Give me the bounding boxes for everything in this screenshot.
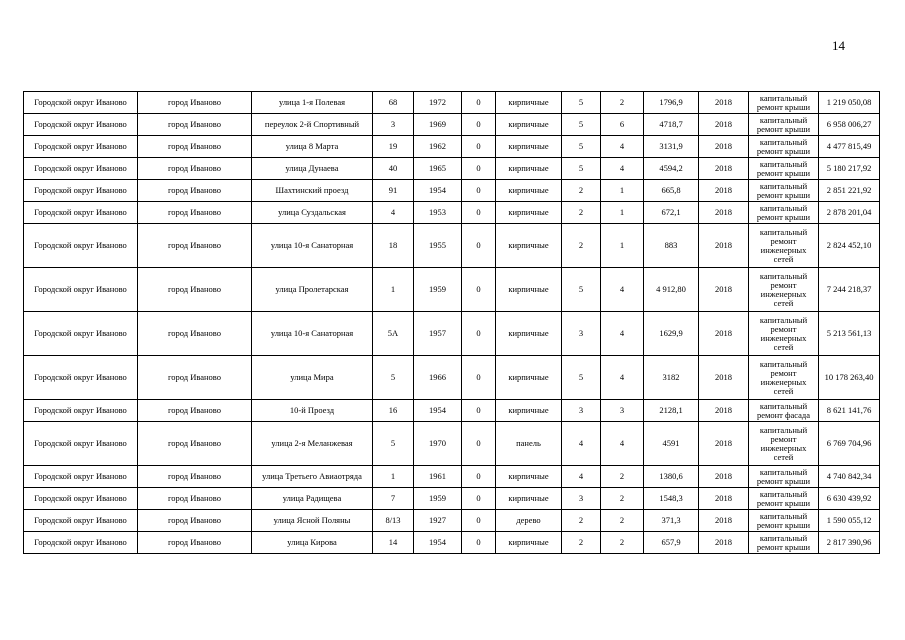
- floors-cell: 2: [562, 180, 601, 202]
- year-cell: 1954: [414, 400, 462, 422]
- zero-cell: 0: [462, 136, 496, 158]
- street-cell: улица 1-я Полевая: [252, 92, 373, 114]
- street-cell: улица Третьего Авиаотряда: [252, 466, 373, 488]
- street-cell: улица Мира: [252, 356, 373, 400]
- entrances-cell: 2: [601, 488, 644, 510]
- entrances-cell: 4: [601, 268, 644, 312]
- city-cell: город Иваново: [138, 158, 252, 180]
- cost-cell: 8 621 141,76: [819, 400, 880, 422]
- year-cell: 1954: [414, 532, 462, 554]
- district-cell: Городской округ Иваново: [24, 400, 138, 422]
- table-row: [24, 400, 880, 422]
- year-cell: 1966: [414, 356, 462, 400]
- district-cell: Городской округ Иваново: [24, 268, 138, 312]
- zero-cell: 0: [462, 180, 496, 202]
- plan-year-cell: 2018: [699, 532, 749, 554]
- plan-year-cell: 2018: [699, 400, 749, 422]
- material-cell: кирпичные: [496, 312, 562, 356]
- cost-cell: 1 590 055,12: [819, 510, 880, 532]
- entrances-cell: 6: [601, 114, 644, 136]
- work-cell: капитальный ремонт крыши: [749, 180, 819, 202]
- cost-cell: 2 851 221,92: [819, 180, 880, 202]
- year-cell: 1959: [414, 268, 462, 312]
- year-cell: 1969: [414, 114, 462, 136]
- work-cell: капитальный ремонт крыши: [749, 136, 819, 158]
- city-cell: город Иваново: [138, 202, 252, 224]
- work-cell: капитальный ремонт фасада: [749, 400, 819, 422]
- material-cell: кирпичные: [496, 158, 562, 180]
- plan-year-cell: 2018: [699, 356, 749, 400]
- table-row: [24, 312, 880, 356]
- entrances-cell: 4: [601, 356, 644, 400]
- area-cell: 4594,2: [644, 158, 699, 180]
- house-cell: 40: [373, 158, 414, 180]
- material-cell: кирпичные: [496, 400, 562, 422]
- floors-cell: 5: [562, 114, 601, 136]
- zero-cell: 0: [462, 312, 496, 356]
- zero-cell: 0: [462, 224, 496, 268]
- floors-cell: 5: [562, 268, 601, 312]
- district-cell: Городской округ Иваново: [24, 136, 138, 158]
- plan-year-cell: 2018: [699, 422, 749, 466]
- street-cell: улица Дунаева: [252, 158, 373, 180]
- work-cell: капитальный ремонт крыши: [749, 532, 819, 554]
- city-cell: город Иваново: [138, 224, 252, 268]
- table-row: [24, 224, 880, 268]
- entrances-cell: 1: [601, 180, 644, 202]
- cost-cell: 4 477 815,49: [819, 136, 880, 158]
- material-cell: кирпичные: [496, 136, 562, 158]
- city-cell: город Иваново: [138, 92, 252, 114]
- table-row: [24, 488, 880, 510]
- street-cell: 10-й Проезд: [252, 400, 373, 422]
- entrances-cell: 3: [601, 400, 644, 422]
- table-row: [24, 180, 880, 202]
- material-cell: панель: [496, 422, 562, 466]
- work-cell: капитальный ремонт инженерных сетей: [749, 268, 819, 312]
- area-cell: 883: [644, 224, 699, 268]
- year-cell: 1955: [414, 224, 462, 268]
- zero-cell: 0: [462, 400, 496, 422]
- zero-cell: 0: [462, 268, 496, 312]
- city-cell: город Иваново: [138, 466, 252, 488]
- zero-cell: 0: [462, 92, 496, 114]
- floors-cell: 2: [562, 202, 601, 224]
- street-cell: улица Ясной Поляны: [252, 510, 373, 532]
- year-cell: 1962: [414, 136, 462, 158]
- cost-cell: 2 878 201,04: [819, 202, 880, 224]
- entrances-cell: 4: [601, 312, 644, 356]
- city-cell: город Иваново: [138, 312, 252, 356]
- plan-year-cell: 2018: [699, 312, 749, 356]
- work-cell: капитальный ремонт крыши: [749, 466, 819, 488]
- housing-repair-table: [23, 91, 880, 554]
- city-cell: город Иваново: [138, 180, 252, 202]
- area-cell: 672,1: [644, 202, 699, 224]
- table-row: [24, 268, 880, 312]
- floors-cell: 5: [562, 356, 601, 400]
- material-cell: кирпичные: [496, 180, 562, 202]
- street-cell: улица Радищева: [252, 488, 373, 510]
- street-cell: улица 10-я Санаторная: [252, 224, 373, 268]
- zero-cell: 0: [462, 422, 496, 466]
- material-cell: кирпичные: [496, 114, 562, 136]
- area-cell: 657,9: [644, 532, 699, 554]
- city-cell: город Иваново: [138, 136, 252, 158]
- street-cell: переулок 2-й Спортивный: [252, 114, 373, 136]
- cost-cell: 6 769 704,96: [819, 422, 880, 466]
- year-cell: 1972: [414, 92, 462, 114]
- house-cell: 5: [373, 422, 414, 466]
- area-cell: 4591: [644, 422, 699, 466]
- street-cell: улица 2-я Меланжевая: [252, 422, 373, 466]
- plan-year-cell: 2018: [699, 268, 749, 312]
- table-row: [24, 422, 880, 466]
- cost-cell: 2 824 452,10: [819, 224, 880, 268]
- material-cell: кирпичные: [496, 92, 562, 114]
- work-cell: капитальный ремонт крыши: [749, 488, 819, 510]
- material-cell: кирпичные: [496, 356, 562, 400]
- area-cell: 1796,9: [644, 92, 699, 114]
- district-cell: Городской округ Иваново: [24, 312, 138, 356]
- work-cell: капитальный ремонт инженерных сетей: [749, 356, 819, 400]
- zero-cell: 0: [462, 158, 496, 180]
- house-cell: 1: [373, 466, 414, 488]
- page-number: 14: [832, 38, 845, 53]
- entrances-cell: 1: [601, 202, 644, 224]
- city-cell: город Иваново: [138, 510, 252, 532]
- plan-year-cell: 2018: [699, 136, 749, 158]
- district-cell: Городской округ Иваново: [24, 92, 138, 114]
- cost-cell: 6 630 439,92: [819, 488, 880, 510]
- table-row: [24, 114, 880, 136]
- area-cell: 665,8: [644, 180, 699, 202]
- city-cell: город Иваново: [138, 400, 252, 422]
- street-cell: улица Суздальская: [252, 202, 373, 224]
- city-cell: город Иваново: [138, 488, 252, 510]
- entrances-cell: 2: [601, 510, 644, 532]
- plan-year-cell: 2018: [699, 92, 749, 114]
- area-cell: 371,3: [644, 510, 699, 532]
- table-row: [24, 356, 880, 400]
- district-cell: Городской округ Иваново: [24, 356, 138, 400]
- house-cell: 91: [373, 180, 414, 202]
- district-cell: Городской округ Иваново: [24, 532, 138, 554]
- cost-cell: 5 180 217,92: [819, 158, 880, 180]
- district-cell: Городской округ Иваново: [24, 202, 138, 224]
- table-row: [24, 466, 880, 488]
- year-cell: 1965: [414, 158, 462, 180]
- year-cell: 1957: [414, 312, 462, 356]
- area-cell: 3131,9: [644, 136, 699, 158]
- cost-cell: 6 958 006,27: [819, 114, 880, 136]
- work-cell: капитальный ремонт крыши: [749, 510, 819, 532]
- floors-cell: 3: [562, 488, 601, 510]
- house-cell: 4: [373, 202, 414, 224]
- zero-cell: 0: [462, 114, 496, 136]
- cost-cell: 4 740 842,34: [819, 466, 880, 488]
- district-cell: Городской округ Иваново: [24, 158, 138, 180]
- house-cell: 16: [373, 400, 414, 422]
- area-cell: 2128,1: [644, 400, 699, 422]
- area-cell: 4 912,80: [644, 268, 699, 312]
- plan-year-cell: 2018: [699, 510, 749, 532]
- entrances-cell: 4: [601, 158, 644, 180]
- city-cell: город Иваново: [138, 114, 252, 136]
- district-cell: Городской округ Иваново: [24, 114, 138, 136]
- plan-year-cell: 2018: [699, 114, 749, 136]
- house-cell: 7: [373, 488, 414, 510]
- city-cell: город Иваново: [138, 356, 252, 400]
- material-cell: кирпичные: [496, 202, 562, 224]
- work-cell: капитальный ремонт инженерных сетей: [749, 224, 819, 268]
- material-cell: кирпичные: [496, 224, 562, 268]
- district-cell: Городской округ Иваново: [24, 488, 138, 510]
- entrances-cell: 2: [601, 532, 644, 554]
- year-cell: 1959: [414, 488, 462, 510]
- area-cell: 1548,3: [644, 488, 699, 510]
- district-cell: Городской округ Иваново: [24, 466, 138, 488]
- district-cell: Городской округ Иваново: [24, 510, 138, 532]
- floors-cell: 2: [562, 224, 601, 268]
- material-cell: дерево: [496, 510, 562, 532]
- work-cell: капитальный ремонт крыши: [749, 158, 819, 180]
- entrances-cell: 1: [601, 224, 644, 268]
- street-cell: улица Пролетарская: [252, 268, 373, 312]
- year-cell: 1954: [414, 180, 462, 202]
- work-cell: капитальный ремонт инженерных сетей: [749, 422, 819, 466]
- entrances-cell: 4: [601, 136, 644, 158]
- table-row: [24, 532, 880, 554]
- floors-cell: 4: [562, 422, 601, 466]
- material-cell: кирпичные: [496, 268, 562, 312]
- area-cell: 3182: [644, 356, 699, 400]
- work-cell: капитальный ремонт крыши: [749, 92, 819, 114]
- work-cell: капитальный ремонт крыши: [749, 114, 819, 136]
- floors-cell: 2: [562, 532, 601, 554]
- area-cell: 4718,7: [644, 114, 699, 136]
- work-cell: капитальный ремонт крыши: [749, 202, 819, 224]
- plan-year-cell: 2018: [699, 180, 749, 202]
- year-cell: 1953: [414, 202, 462, 224]
- district-cell: Городской округ Иваново: [24, 422, 138, 466]
- floors-cell: 3: [562, 312, 601, 356]
- zero-cell: 0: [462, 202, 496, 224]
- entrances-cell: 2: [601, 466, 644, 488]
- cost-cell: 10 178 263,40: [819, 356, 880, 400]
- table-row: [24, 202, 880, 224]
- floors-cell: 5: [562, 92, 601, 114]
- floors-cell: 2: [562, 510, 601, 532]
- entrances-cell: 2: [601, 92, 644, 114]
- table-row: [24, 92, 880, 114]
- year-cell: 1961: [414, 466, 462, 488]
- house-cell: 14: [373, 532, 414, 554]
- cost-cell: 2 817 390,96: [819, 532, 880, 554]
- area-cell: 1380,6: [644, 466, 699, 488]
- floors-cell: 3: [562, 400, 601, 422]
- house-cell: 3: [373, 114, 414, 136]
- work-cell: капитальный ремонт инженерных сетей: [749, 312, 819, 356]
- house-cell: 1: [373, 268, 414, 312]
- zero-cell: 0: [462, 510, 496, 532]
- table-row: [24, 136, 880, 158]
- city-cell: город Иваново: [138, 532, 252, 554]
- district-cell: Городской округ Иваново: [24, 180, 138, 202]
- plan-year-cell: 2018: [699, 158, 749, 180]
- plan-year-cell: 2018: [699, 466, 749, 488]
- year-cell: 1927: [414, 510, 462, 532]
- zero-cell: 0: [462, 532, 496, 554]
- district-cell: Городской округ Иваново: [24, 224, 138, 268]
- house-cell: 5А: [373, 312, 414, 356]
- plan-year-cell: 2018: [699, 488, 749, 510]
- entrances-cell: 4: [601, 422, 644, 466]
- house-cell: 8/13: [373, 510, 414, 532]
- street-cell: улица Кирова: [252, 532, 373, 554]
- street-cell: Шахтинский проезд: [252, 180, 373, 202]
- city-cell: город Иваново: [138, 268, 252, 312]
- cost-cell: 7 244 218,37: [819, 268, 880, 312]
- year-cell: 1970: [414, 422, 462, 466]
- plan-year-cell: 2018: [699, 224, 749, 268]
- house-cell: 19: [373, 136, 414, 158]
- zero-cell: 0: [462, 356, 496, 400]
- floors-cell: 5: [562, 136, 601, 158]
- house-cell: 5: [373, 356, 414, 400]
- material-cell: кирпичные: [496, 488, 562, 510]
- area-cell: 1629,9: [644, 312, 699, 356]
- house-cell: 18: [373, 224, 414, 268]
- table-row: [24, 510, 880, 532]
- floors-cell: 5: [562, 158, 601, 180]
- material-cell: кирпичные: [496, 466, 562, 488]
- zero-cell: 0: [462, 466, 496, 488]
- plan-year-cell: 2018: [699, 202, 749, 224]
- zero-cell: 0: [462, 488, 496, 510]
- house-cell: 68: [373, 92, 414, 114]
- cost-cell: 5 213 561,13: [819, 312, 880, 356]
- city-cell: город Иваново: [138, 422, 252, 466]
- floors-cell: 4: [562, 466, 601, 488]
- table-row: [24, 158, 880, 180]
- street-cell: улица 10-я Санаторная: [252, 312, 373, 356]
- cost-cell: 1 219 050,08: [819, 92, 880, 114]
- material-cell: кирпичные: [496, 532, 562, 554]
- street-cell: улица 8 Марта: [252, 136, 373, 158]
